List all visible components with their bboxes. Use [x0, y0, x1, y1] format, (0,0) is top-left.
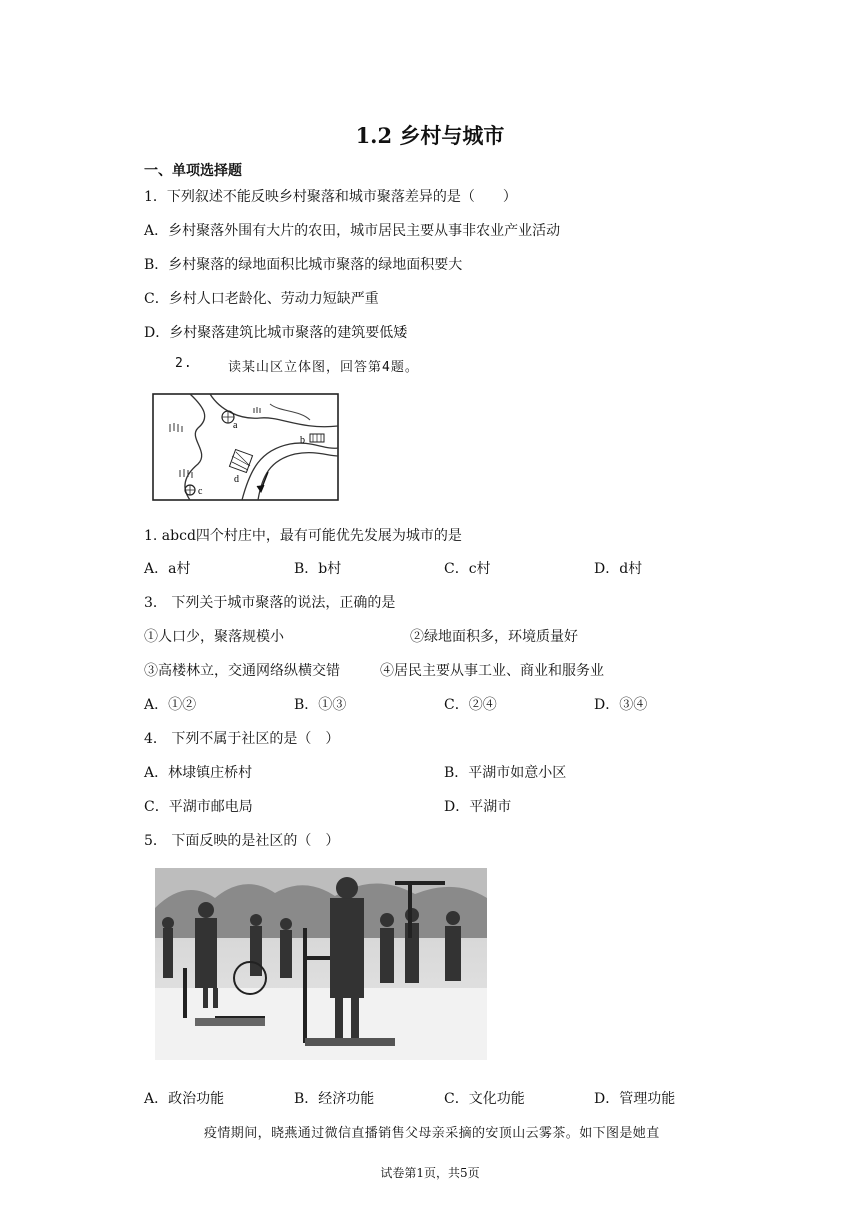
q5-option-b: B．经济功能: [294, 1091, 375, 1107]
q1-option-b: B．乡村聚落的绿地面积比城市聚落的绿地面积要大: [144, 257, 463, 273]
q4-stem: 4． 下列不属于社区的是（ ）: [144, 731, 340, 747]
q5-option-a: A．政治功能: [144, 1091, 225, 1107]
q1-option-c: C．乡村人口老龄化、劳动力短缺严重: [144, 291, 379, 307]
q2-number: 2.: [175, 356, 193, 371]
q3-option-a: A．①②: [144, 697, 197, 713]
q2-sub-question: 1. abcd四个村庄中，最有可能优先发展为城市的是: [144, 528, 462, 544]
q2-option-c: C．c村: [444, 561, 491, 577]
q5-option-c: C．文化功能: [444, 1091, 525, 1107]
passage-text: 疫情期间，晓燕通过微信直播销售父母亲采摘的安顶山云雾茶。如下图是她直: [204, 1126, 660, 1141]
map-label-c: c: [198, 486, 203, 497]
page-footer: 试卷第1页，共5页: [380, 1166, 480, 1180]
q3-option-b: B．①③: [294, 697, 347, 713]
q4-option-d: D．平湖市: [444, 799, 512, 815]
section-heading: 一、单项选择题: [144, 163, 242, 179]
map-label-d: d: [234, 474, 239, 485]
q4-option-c: C．平湖市邮电局: [144, 799, 253, 815]
q2-option-b: B．b村: [294, 561, 342, 577]
q4-option-b: B．平湖市如意小区: [444, 765, 567, 781]
map-label-b: b: [300, 435, 305, 446]
q4-option-a: A．林埭镇庄桥村: [144, 765, 253, 781]
q3-statement-1: ①人口少，聚落规模小: [144, 629, 284, 645]
q5-option-d: D．管理功能: [594, 1091, 676, 1107]
map-label-a: a: [233, 420, 238, 431]
q3-statement-3: ③高楼林立，交通网络纵横交错: [144, 663, 340, 679]
q5-stem: 5． 下面反映的是社区的（ ）: [144, 833, 340, 849]
community-exercise-photo: [155, 868, 487, 1060]
q2-stem: 读某山区立体图，回答第4题。: [228, 360, 419, 375]
q3-statement-2: ②绿地面积多，环境质量好: [410, 629, 578, 645]
q2-option-d: D．d村: [594, 561, 643, 577]
q2-option-a: A．a村: [144, 561, 191, 577]
q3-stem: 3． 下列关于城市聚落的说法，正确的是: [144, 595, 396, 611]
q3-option-d: D．③④: [594, 697, 648, 713]
q1-option-a: A．乡村聚落外围有大片的农田，城市居民主要从事非农业产业活动: [144, 223, 561, 239]
q3-statement-4: ④居民主要从事工业、商业和服务业: [380, 663, 604, 679]
page-title: 1.2 乡村与城市: [355, 123, 505, 148]
q1-option-d: D．乡村聚落建筑比城市聚落的建筑要低矮: [144, 325, 408, 341]
q3-option-c: C．②④: [444, 697, 497, 713]
q1-stem: 1．下列叙述不能反映乡村聚落和城市聚落差异的是（ ）: [144, 189, 517, 205]
mountain-village-map: [150, 390, 342, 504]
